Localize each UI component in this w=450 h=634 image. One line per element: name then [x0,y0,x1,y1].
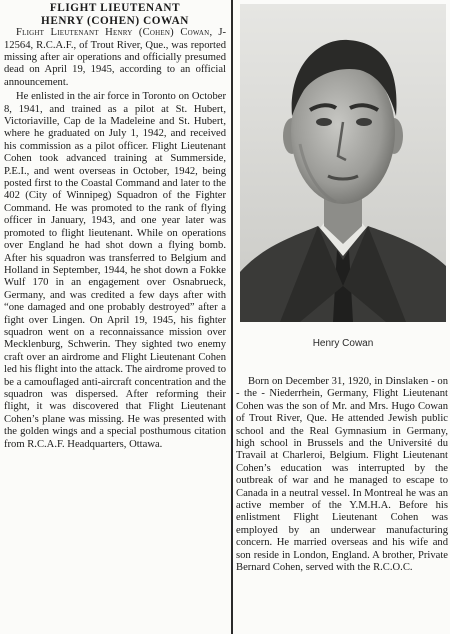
headline-rank: FLIGHT LIEUTENANT [49,2,181,14]
biography-paragraph: Born on December 31, 1920, in Dinslaken - on - the - Niederrhein, Germany, Flight Lieutenant Cohen was the son of Mr. and Mrs. Hugo Cowan of Trout River, Que. He attended Jewish public school and the Real Gymnasium in Germany, high school in Brussels and the Université du Travail at Charleroi, Belgium. Flight Lieutenant Cohen’s education was interrupted by the outbreak of war and he managed to escape to Canada in a neutral vessel. In Montreal he was an active member of the Y.M.H.A. Before his enlistment Flight Lieutenant Cohen was employed by an underwear manufacturing concern. He married overseas and his wife and son reside in London, England. A brother, Private Bernard Cohen, served with the R.C.O.C. [236,376,448,574]
intro-paragraph [4,27,226,89]
article-left-column [4,2,226,451]
headline [4,2,226,27]
intro-text: , J-12564, R.C.A.F., of Trout River, Que., was reported missing after air operations and officially presumed dead on April 19, 1945, according to an official announcement. [4,27,227,88]
headline-name: HENRY (COHEN) COWAN [41,14,189,27]
column-divider [231,0,233,634]
photo-caption: Henry Cowan [312,338,374,349]
intro-name: Flight Lieutenant Henry (Cohen) Cowan [16,27,210,39]
portrait-photo-icon [240,4,446,322]
portrait-frame [240,4,446,322]
service-paragraph: He enlisted in the air force in Toronto on October 8, 1941, and trained as a pilot at St. Hubert, Victoriaville, Cap de la Madeleine and St. Hubert, where he graduated on July 1, 1942, and received his commission as a pilot officer. Flight Lieutenant Cohen took advanced training at Summerside, P.E.I., and went overseas in October, 1942, being posted first to the Coastal Command and later to the 402 (City of Winnipeg) Squadron of the Fighter Command. He was promoted to the rank of flying officer in January, 1943, and one year later was promoted to flight lieutenant. While on operations over England he had shot down a flying bomb. After his squadron was transferred to Belgium and Holland in September, 1944, he shot down a Fokke Wulf 170 in an engagement over Osnabrueck, Germany, and was credited a few days after with “one damaged and one probably destroyed” after a fight over Lingen. On April 19, 1945, his fighter squadron went on a reconnaissance mission over Mecklenburg, Schwerin. They sighted two enemy craft over an airdrome and Flight Lieutenant Cohen led his flight into the attack. The airdrome proved to be a camouflaged anti-aircraft concentration and the squadron was dispersed. After reforming their flight, it was discovered that Flight Lieutenant Cohen’s plane was missing. He was presented with the golden wings and a special posthumous citation from R.C.A.F. Headquarters, Ottawa. [4,91,226,450]
article-right-column [236,376,448,575]
